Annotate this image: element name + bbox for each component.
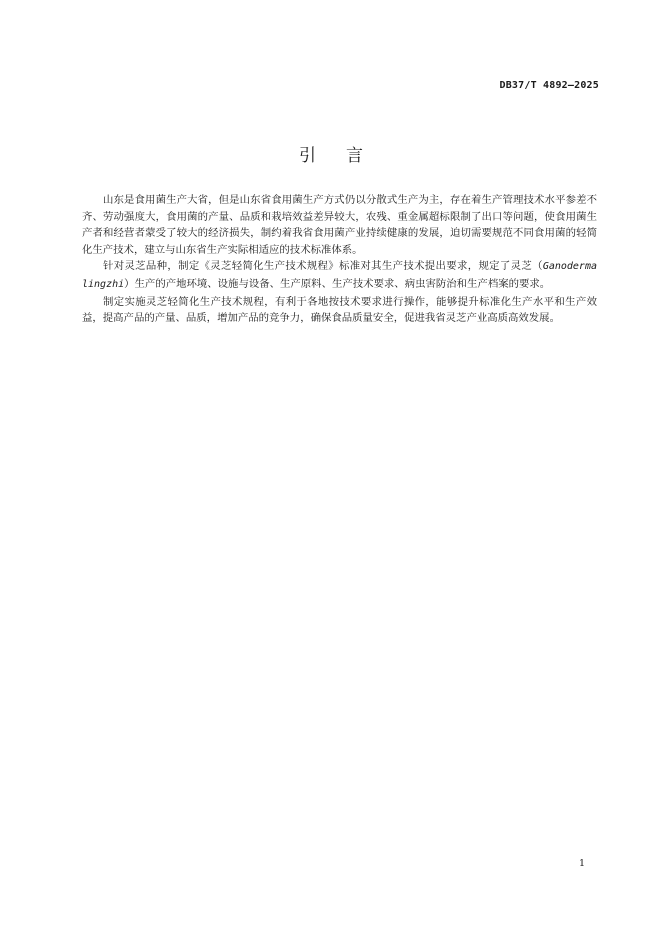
paragraph-2-text-start: 针对灵芝品种，制定《灵芝轻简化生产技术规程》标准对其生产技术提出要求，规定了灵芝（ bbox=[103, 260, 543, 273]
page-number: 1 bbox=[578, 858, 585, 869]
paragraph-3: 制定实施灵芝轻简化生产技术规程，有利于各地按技术要求进行操作，能够提升标准化生产水平和生产效益，提高产品的产量、品质，增加产品的竞争力，确保食品质量安全，促进我省灵芝产业高质高效发展。 bbox=[82, 295, 597, 325]
paragraph-1: 山东是食用菌生产大省，但是山东省食用菌生产方式仍以分散式生产为主，存在着生产管理技术水平参差不齐、劳动强度大，食用菌的产量、品质和栽培效益差异较大，农残、重金属超标限制了出口等问题，使食用菌生产者和经营者蒙受了较大的经济损失，制约着我省食用菌产业持续健康的发展，迫切需要规范不同食用菌的轻简化生产技术，建立与山东省生产实际相适应的技术标准体系。 bbox=[82, 194, 597, 256]
standard-code: DB37/T 4892—2025 bbox=[499, 80, 599, 91]
scientific-name: Ganoderma lingzhi bbox=[82, 261, 597, 290]
introduction-body bbox=[82, 192, 597, 327]
paragraph-2-text-end: ）生产的产地环境、设施与设备、生产原料、生产技术要求、病虫害防治和生产档案的要求。 bbox=[124, 277, 551, 290]
paragraph-2 bbox=[82, 258, 597, 293]
page-title: 引言 bbox=[299, 146, 393, 166]
